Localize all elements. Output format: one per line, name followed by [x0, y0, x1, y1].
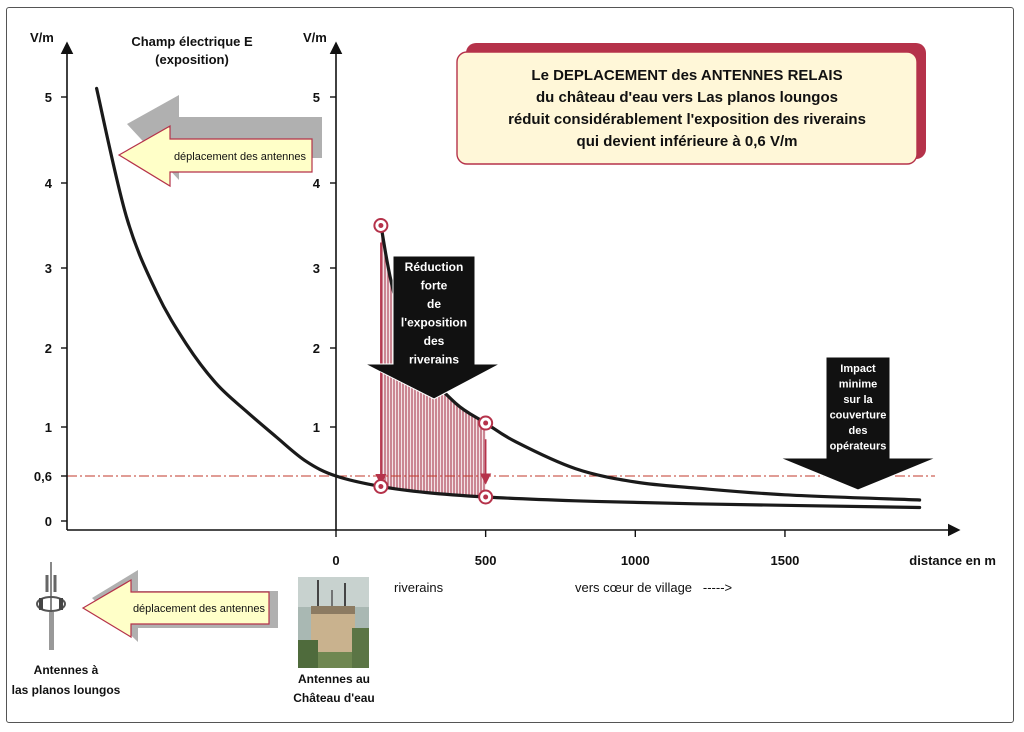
data-marker [374, 219, 387, 232]
left-tick-label: 0,6 [33, 469, 52, 484]
impact-arrow-text: couverture [829, 409, 887, 422]
old-site-caption-line2: Château d'eau [293, 691, 375, 705]
left-axis-unit: V/m [30, 30, 54, 45]
reduction-arrow-text: riverains [408, 352, 460, 367]
x-tick-label: 1500 [770, 553, 800, 568]
x-axis-label: distance en m [909, 553, 996, 568]
right-tick-label: 3 [312, 261, 320, 276]
data-marker-dot [378, 223, 383, 228]
right-tick-label: 1 [312, 420, 320, 435]
move-antennas-arrow-bottom [83, 570, 278, 642]
impact-arrow-text: minime [838, 378, 878, 391]
impact-arrow-text: des [848, 425, 868, 437]
impact-arrow-text: opérateurs [829, 440, 887, 453]
reduction-arrow-text: l'exposition [400, 315, 468, 330]
x-axis-ticks [332, 530, 799, 568]
data-marker-dot [483, 421, 488, 426]
water-tower-photo [298, 577, 369, 668]
old-site-caption-line1: Antennes au [297, 672, 371, 686]
impact-arrow-text: sur la [843, 394, 873, 406]
right-tick-label: 5 [312, 90, 320, 105]
move-antennas-arrow-top [119, 95, 322, 186]
data-marker-dot [483, 495, 488, 500]
x-tick-label: 1000 [620, 553, 650, 568]
left-axis-title-line1: Champ électrique E [131, 34, 253, 49]
data-marker-dot [378, 484, 383, 489]
move-antennas-label-top: déplacement des antennes [173, 151, 307, 163]
info-line3: réduit considérablement l'exposition des riverains [508, 111, 866, 128]
impact-arrow-text: Impact [840, 363, 876, 375]
info-line4: qui devient inférieure à 0,6 V/m [576, 133, 798, 150]
right-axis-unit: V/m [303, 30, 327, 45]
move-antennas-label-bottom: déplacement des antennes [132, 603, 266, 615]
impact-arrow [780, 357, 936, 490]
data-marker [374, 480, 387, 493]
info-line1: Le DEPLACEMENT des ANTENNES RELAIS [531, 67, 843, 84]
new-site-caption-line2: las planos loungos [11, 683, 121, 697]
antenna-mast-photo [27, 560, 75, 655]
data-marker [479, 491, 492, 504]
left-tick-label: 5 [44, 90, 52, 105]
left-tick-label: 4 [44, 176, 52, 191]
left-axis-title-line2: (exposition) [155, 52, 229, 67]
left-tick-label: 0 [44, 514, 52, 529]
reduction-arrow-text: forte [420, 278, 448, 293]
left-tick-label: 2 [44, 341, 52, 356]
right-tick-label: 4 [312, 176, 320, 191]
left-tick-label: 1 [44, 420, 52, 435]
info-box [457, 43, 926, 164]
x-tick-label: 500 [474, 553, 497, 568]
right-tick-label: 2 [312, 341, 320, 356]
data-marker [479, 417, 492, 430]
riverains-label: riverains [394, 580, 444, 595]
reduction-arrow-text: de [426, 297, 442, 311]
new-site-caption-line1: Antennes à [33, 663, 99, 677]
left-tick-label: 3 [44, 261, 52, 276]
reduction-arrow-text: des [423, 334, 445, 348]
left-axis-ticks [34, 90, 67, 529]
x-tick-label: 0 [332, 553, 340, 568]
info-line2: du château d'eau vers Las planos loungos [536, 89, 838, 106]
reduction-arrow-text: Réduction [404, 260, 464, 274]
village-label: vers cœur de village -----> [575, 580, 733, 595]
